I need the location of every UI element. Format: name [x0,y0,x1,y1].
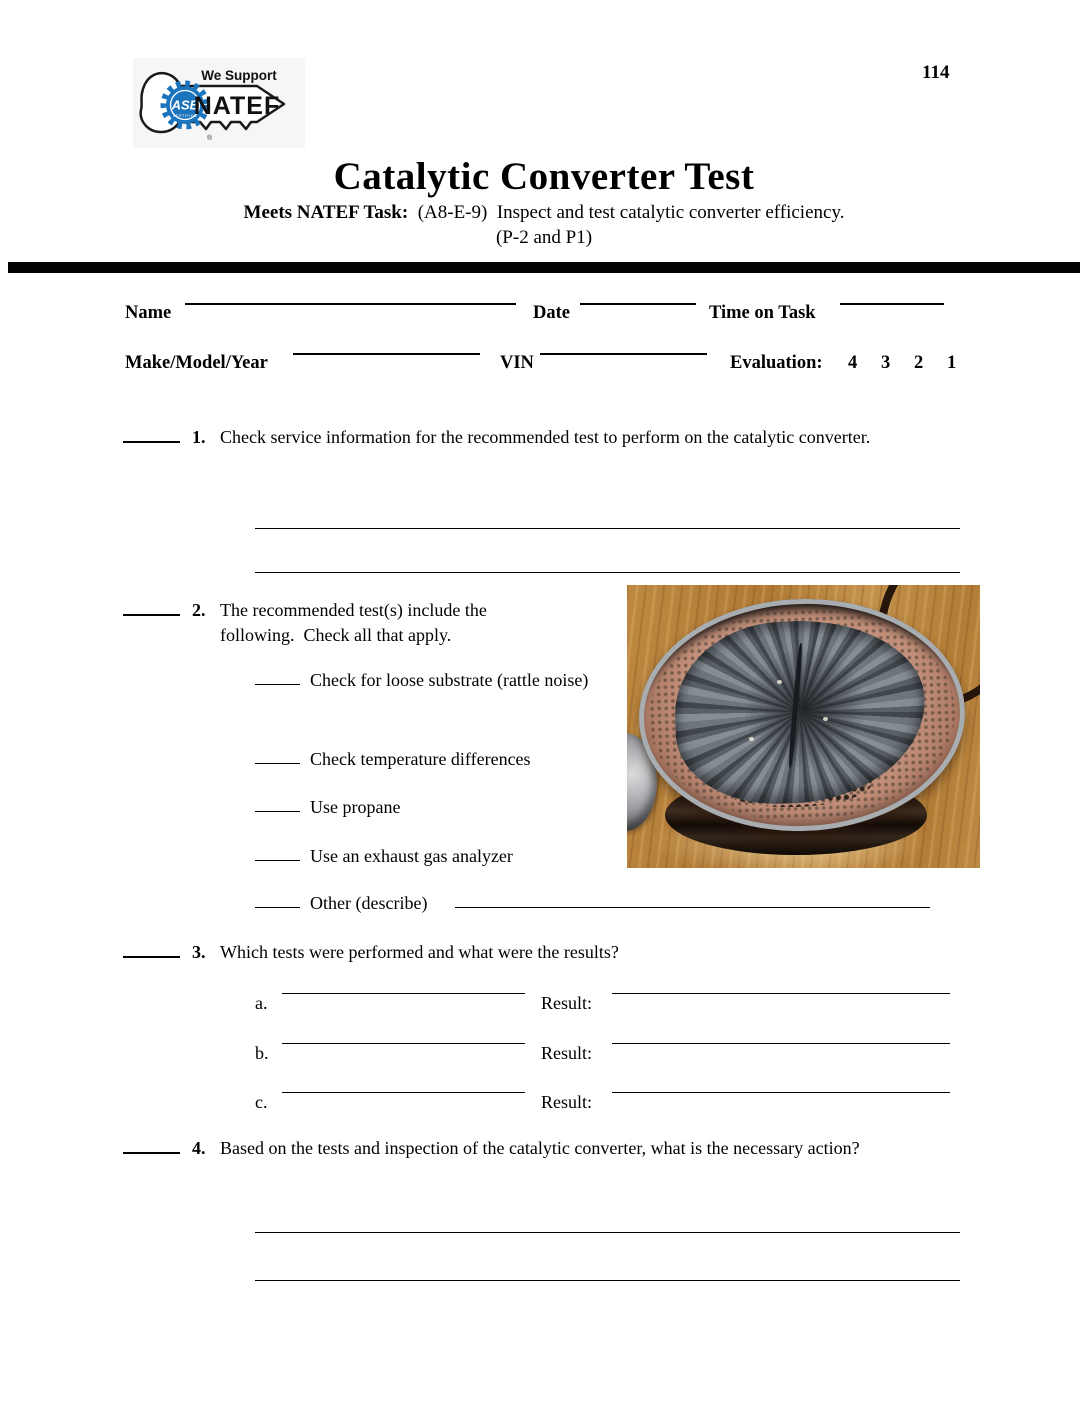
q2-option-5-check-blank[interactable] [255,907,300,908]
q1-score-blank[interactable] [123,441,180,443]
q3-number: 3. [192,942,206,962]
divider-rule [8,262,1080,273]
q4-score-blank[interactable] [123,1152,180,1154]
natef-key-icon [133,58,305,148]
q2-option-1-label: Check for loose substrate (rattle noise) [310,670,589,690]
q2-option-row [255,891,427,916]
q2-option-row [255,795,400,820]
q3-test-c-input-line[interactable] [282,1092,525,1093]
q2-score-blank[interactable] [123,614,180,616]
q2-option-row [255,747,531,772]
evaluation-score-3[interactable]: 3 [881,353,891,373]
q1-answer-line-1[interactable] [255,528,960,529]
q4-answer-line-2[interactable] [255,1280,960,1281]
vin-label: VIN [500,353,534,373]
q2-option-4-check-blank[interactable] [255,860,300,861]
header-fields-row-2 [0,353,1088,381]
q3-test-b-input-line[interactable] [282,1043,525,1044]
q2-option-1-check-blank[interactable] [255,684,300,685]
date-input-line[interactable] [580,303,696,305]
q3-letter-c: c. [255,1092,268,1112]
q3-result-label-c: Result: [541,1092,593,1112]
make-model-year-input-line[interactable] [293,353,480,355]
name-label: Name [125,303,172,323]
substrate-speck [777,680,782,684]
name-input-line[interactable] [185,303,516,305]
substrate-speck [823,717,828,721]
q4-text: Based on the tests and inspection of the catalytic converter, what is the necessary action? [220,1138,860,1158]
q3-text: Which tests were performed and what were the results? [220,942,619,962]
q2-option-3-check-blank[interactable] [255,811,300,812]
task-priority: (P-2 and P1) [495,227,593,248]
q2-option-4-label: Use an exhaust gas analyzer [310,846,513,866]
svg-text:ASE: ASE [171,97,199,113]
svg-text:CERTIFIED: CERTIFIED [172,114,198,118]
substrate-speck [749,737,754,741]
task-label: Meets NATEF Task: [243,202,409,223]
q4-answer-line-1[interactable] [255,1232,960,1233]
q2-option-2-label: Check temperature differences [310,749,531,769]
time-on-task-input-line[interactable] [840,303,944,305]
page-title: Catalytic Converter Test [333,155,755,198]
date-label: Date [533,303,570,323]
natef-task-line [0,202,1088,224]
registered-mark: ® [207,135,213,142]
q4-number: 4. [192,1138,206,1158]
evaluation-score-1[interactable]: 1 [947,353,957,373]
question-1 [123,425,920,450]
question-4 [123,1136,935,1161]
q3-result-label-a: Result: [541,993,593,1013]
q3-result-label-b: Result: [541,1043,593,1063]
vin-input-line[interactable] [540,353,707,355]
logo-support-text: We Support [201,68,277,83]
make-model-year-label: Make/Model/Year [125,353,268,373]
q1-answer-line-2[interactable] [255,572,960,573]
header-fields-row-1 [0,303,1088,331]
q3-score-blank[interactable] [123,956,180,958]
q1-number: 1. [192,427,206,447]
q2-option-3-label: Use propane [310,797,401,817]
natef-logo [133,58,305,148]
q2-number: 2. [192,600,206,620]
q3-result-c-input-line[interactable] [612,1092,950,1093]
evaluation-label: Evaluation: [730,353,823,373]
evaluation-score-2[interactable]: 2 [914,353,924,373]
catalytic-converter-photo [627,585,980,868]
q1-text: Check service information for the recommended test to perform on the catalytic converter. [220,427,871,447]
page-number: 114 [922,62,950,83]
q3-letter-a: a. [255,993,268,1013]
evaluation-score-4[interactable]: 4 [848,353,858,373]
q2-option-row [255,668,595,693]
task-text: (A8-E-9) Inspect and test catalytic converter efficiency. [408,202,845,223]
q3-result-b-input-line[interactable] [612,1043,950,1044]
q3-test-a-input-line[interactable] [282,993,525,994]
q2-option-row [255,844,513,869]
q2-option-5-label: Other (describe) [310,893,428,913]
time-on-task-label: Time on Task [709,303,816,323]
q2-text: The recommended test(s) include the following. Check all that apply. [220,600,492,645]
q3-result-a-input-line[interactable] [612,993,950,994]
question-2 [123,598,545,648]
q2-other-describe-line[interactable] [455,907,930,908]
q2-option-2-check-blank[interactable] [255,763,300,764]
q3-letter-b: b. [255,1043,269,1063]
question-3 [123,940,840,965]
logo-org-name: NATEF [193,92,281,120]
